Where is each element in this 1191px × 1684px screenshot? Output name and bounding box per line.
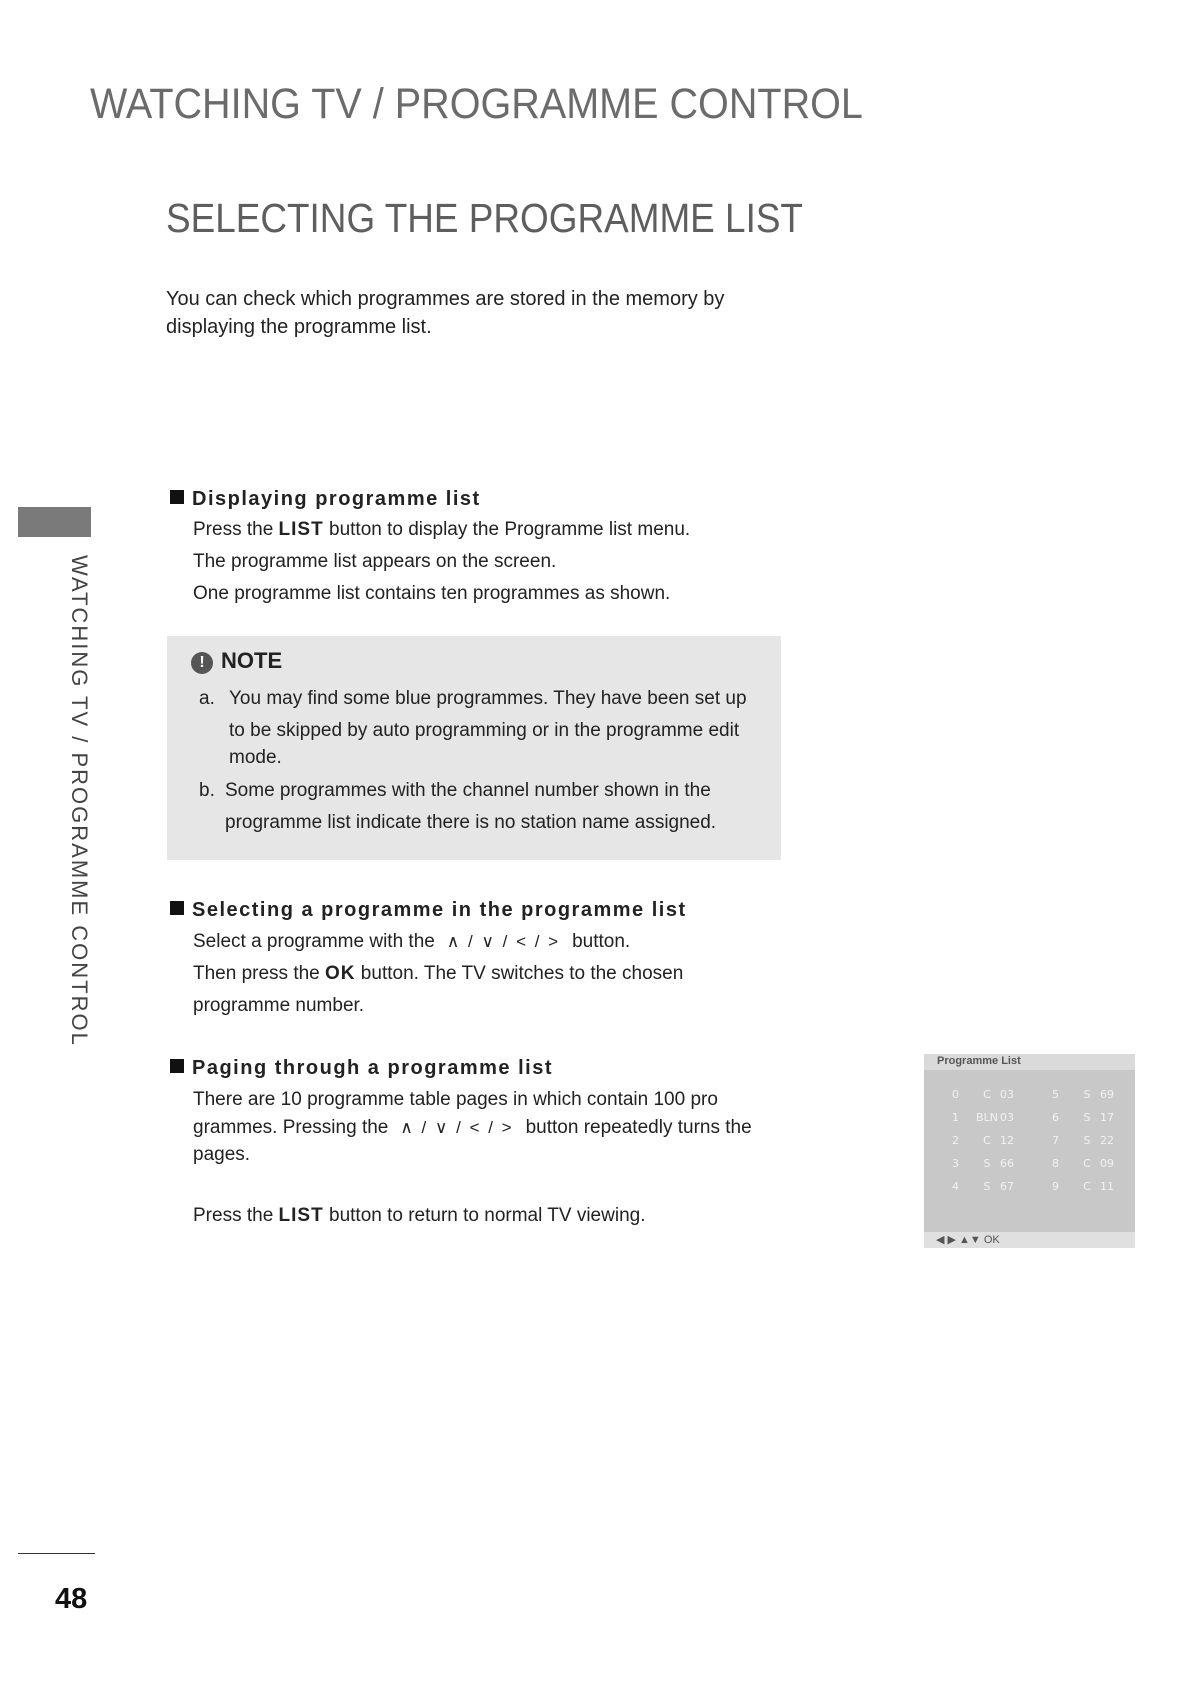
programme-entry-ch: 12 [1000,1134,1014,1147]
programme-entry-ch: 03 [1000,1111,1014,1124]
displaying-heading [170,488,481,511]
paging-line-4-pre: Press the [193,1205,279,1226]
programme-entry-ch: 03 [1000,1088,1014,1101]
paging-heading-text: Paging through a programme list [192,1057,553,1079]
exclamation-icon: ! [191,652,213,674]
programme-entry-type: C [983,1088,991,1101]
programme-entry-type: S [1083,1134,1091,1147]
programme-entry-ch: 22 [1100,1134,1114,1147]
paging-line-4-post: button to return to normal TV viewing. [323,1205,646,1226]
programme-list-title: Programme List [937,1055,1021,1067]
intro-paragraph [166,285,746,341]
programme-entry-ch: 17 [1100,1111,1114,1124]
note-a-label: a. [199,688,215,709]
paging-line-3: pages. [193,1144,251,1165]
note-box [167,636,781,860]
displaying-line-1-pre: Press the [193,519,279,540]
programme-entry-num: 0 [952,1088,959,1101]
note-b-line-2: programme list indicate there is no station name assigned. [225,812,717,833]
programme-list-entry[interactable] [1052,1180,1120,1193]
page-header-title: WATCHING TV / PROGRAMME CONTROL [90,80,863,128]
programme-entry-num: 8 [1052,1157,1059,1170]
displaying-heading-text: Displaying programme list [192,488,481,510]
programme-entry-ch: 67 [1000,1180,1014,1193]
list-keyword: LIST [278,519,324,540]
programme-list-screen [924,1054,1135,1248]
programme-entry-num: 4 [952,1180,959,1193]
selecting-line-1 [193,931,630,953]
intro-line-1: You can check which programmes are stored in the memory by [166,288,725,310]
navigation-arrows-icon: ∧ / ∨ / < / > [446,932,561,951]
programme-entry-num: 1 [952,1111,959,1124]
note-a-line-1: You may find some blue programmes. They have been set up [229,688,747,709]
displaying-line-1-post: button to display the Programme list menu. [323,519,691,540]
side-tab-marker [18,507,91,537]
bullet-square-icon [170,490,184,504]
selecting-heading [170,899,687,922]
note-b-label: b. [199,780,215,801]
programme-entry-num: 6 [1052,1111,1059,1124]
programme-list-entry[interactable] [1052,1088,1120,1101]
programme-list-entry[interactable] [952,1157,1020,1170]
programme-list-footer-keys: ◀ ▶ ▲▼ OK [936,1234,1000,1246]
side-chapter-label: WATCHING TV / PROGRAMME CONTROL [67,555,92,1047]
programme-entry-type: S [1083,1111,1091,1124]
displaying-line-3: One programme list contains ten programmes as shown. [193,583,671,604]
bullet-square-icon [170,901,184,915]
paging-heading [170,1057,553,1080]
programme-entry-num: 2 [952,1134,959,1147]
programme-entry-num: 3 [952,1157,959,1170]
selecting-line-3: programme number. [193,995,365,1016]
programme-entry-ch: 09 [1100,1157,1114,1170]
programme-list-entry[interactable] [1052,1111,1120,1124]
intro-line-2: displaying the programme list. [166,316,432,338]
note-heading [191,648,282,674]
displaying-line-1 [193,519,690,541]
programme-entry-ch: 69 [1100,1088,1114,1101]
selecting-line-2-post: button. The TV switches to the chosen [355,963,684,984]
programme-entry-type: C [983,1134,991,1147]
selecting-line-2-pre: Then press the [193,963,326,984]
programme-entry-type: S [1083,1088,1091,1101]
paging-line-1: There are 10 programme table pages in which contain 100 pro [193,1089,718,1110]
selecting-line-1-pre: Select a programme with the [193,931,435,952]
programme-entry-type: C [1083,1180,1091,1193]
programme-list-entry[interactable] [952,1088,1020,1101]
programme-entry-type: S [983,1157,991,1170]
note-b-line-1: Some programmes with the channel number shown in the [225,780,711,801]
bullet-square-icon [170,1059,184,1073]
paging-line-2 [193,1117,752,1139]
programme-list-footer [924,1232,1135,1248]
programme-entry-ch: 11 [1100,1180,1114,1193]
programme-list-entry[interactable] [952,1134,1020,1147]
selecting-line-2 [193,963,683,985]
paging-line-4 [193,1205,645,1227]
page-number: 48 [55,1583,88,1615]
navigation-arrows-icon: ∧ / ∨ / < / > [400,1118,514,1137]
programme-list-entry[interactable] [952,1111,1020,1124]
note-a-line-3: mode. [229,747,282,768]
displaying-line-2: The programme list appears on the screen. [193,551,557,572]
programme-entry-num: 9 [1052,1180,1059,1193]
footer-divider [18,1553,95,1554]
programme-list-entry[interactable] [1052,1157,1120,1170]
paging-line-2-post: button repeatedly turns the [525,1117,752,1138]
programme-entry-type: C [1083,1157,1091,1170]
note-title: NOTE [221,648,283,673]
selecting-line-1-post: button. [572,931,631,952]
list-keyword: LIST [278,1205,324,1226]
note-a-line-2: to be skipped by auto programming or in the programme edit [229,720,740,741]
programme-list-title-bar [924,1054,1135,1070]
programme-list-entry[interactable] [952,1180,1020,1193]
section-title: SELECTING THE PROGRAMME LIST [166,195,803,241]
programme-list-entry[interactable] [1052,1134,1120,1147]
programme-entry-type: BLN [976,1111,998,1124]
programme-entry-num: 7 [1052,1134,1059,1147]
programme-entry-num: 5 [1052,1088,1059,1101]
selecting-heading-text: Selecting a programme in the programme list [192,899,687,921]
programme-entry-ch: 66 [1000,1157,1014,1170]
ok-keyword: OK [325,963,356,984]
paging-line-2-pre: grammes. Pressing the [193,1117,389,1138]
programme-entry-type: S [983,1180,991,1193]
